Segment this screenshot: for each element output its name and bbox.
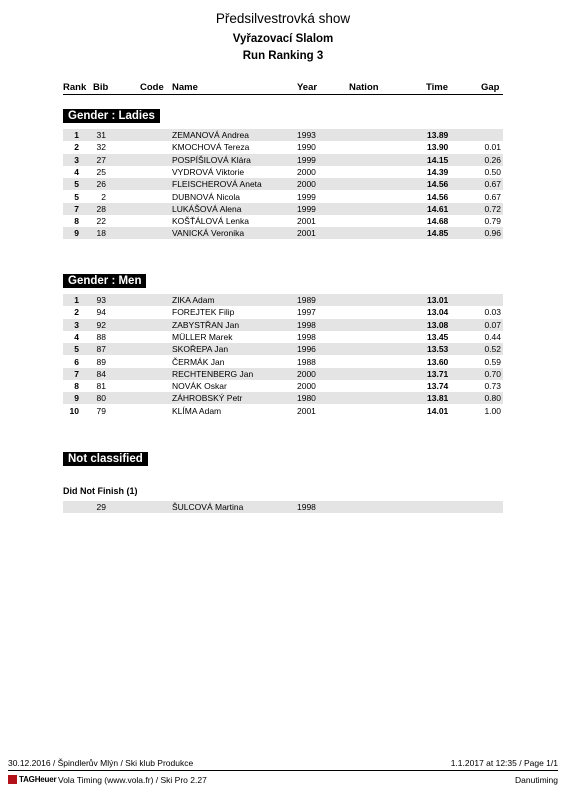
- footer-software: Vola Timing (www.vola.fr) / Ski Pro 2.27: [58, 775, 207, 785]
- name-cell: ZÁHROBSKÝ Petr: [172, 393, 243, 404]
- gap-cell: 0.72: [484, 203, 501, 214]
- rank-cell: 5: [74, 191, 79, 202]
- dnf-heading: Did Not Finish (1): [63, 486, 138, 496]
- bib-cell: 26: [96, 179, 106, 190]
- table-row: [63, 501, 503, 513]
- table-row: [63, 154, 503, 166]
- bib-cell: 92: [96, 319, 106, 330]
- rank-cell: 4: [74, 331, 79, 342]
- table-row: [63, 343, 503, 355]
- name-cell: DUBNOVÁ Nicola: [172, 191, 241, 202]
- time-cell: 13.53: [427, 344, 449, 355]
- gap-cell: 0.67: [484, 179, 501, 190]
- rank-cell: 2: [74, 142, 79, 153]
- gap-cell: 0.03: [484, 307, 501, 318]
- rank-cell: 9: [74, 228, 79, 239]
- year-cell: 1980: [297, 393, 316, 404]
- name-cell: ZEMANOVÁ Andrea: [172, 130, 250, 140]
- name-cell: ZIKA Adam: [172, 295, 215, 305]
- time-cell: 14.61: [427, 203, 449, 214]
- gap-cell: 0.67: [484, 191, 501, 202]
- event-title: Předsilvestrovká show: [215, 11, 351, 26]
- rank-cell: 10: [69, 405, 79, 416]
- table-row: [63, 166, 503, 178]
- table-row: [63, 405, 503, 417]
- gap-cell: 0.07: [484, 319, 501, 330]
- rank-cell: 9: [74, 393, 79, 404]
- gap-cell: 0.26: [484, 154, 501, 165]
- rank-cell: 2: [74, 307, 79, 318]
- section-not-classified-title: Not classified: [63, 452, 148, 466]
- time-cell: 14.56: [427, 179, 449, 190]
- gap-cell: 0.50: [484, 166, 501, 177]
- year-cell: 1999: [297, 154, 316, 165]
- name-cell: ČERMÁK Jan: [172, 356, 225, 367]
- gap-cell: 0.52: [484, 344, 501, 355]
- table-row: [63, 227, 503, 239]
- year-cell: 2000: [297, 166, 316, 177]
- col-nation: Nation: [349, 82, 379, 93]
- time-cell: 13.74: [427, 381, 449, 392]
- bib-cell: 25: [96, 166, 106, 177]
- gap-cell: 0.80: [484, 393, 501, 404]
- rank-cell: 3: [74, 319, 79, 330]
- time-cell: 13.71: [427, 368, 449, 379]
- name-cell: POSPÍŠILOVÁ Klára: [172, 154, 251, 165]
- year-cell: 2001: [297, 405, 316, 416]
- tagheuer-logo-icon: [8, 775, 17, 784]
- header-divider: [63, 94, 503, 95]
- col-time: Time: [426, 82, 449, 93]
- time-cell: 13.08: [427, 319, 449, 330]
- table-row: [63, 203, 503, 215]
- rank-cell: 4: [74, 166, 79, 177]
- year-cell: 2001: [297, 228, 316, 239]
- year-cell: 1990: [297, 142, 316, 153]
- col-bib: Bib: [93, 82, 109, 93]
- name-cell: LUKÁŠOVÁ Alena: [172, 203, 242, 214]
- bib-cell: 22: [96, 216, 106, 227]
- time-cell: 14.01: [427, 405, 449, 416]
- bib-cell: 84: [96, 368, 106, 379]
- name-cell: KLÍMA Adam: [172, 405, 222, 416]
- name-cell: ŠULCOVÁ Martina: [172, 502, 244, 512]
- rank-cell: 8: [74, 381, 79, 392]
- race-title: Vyřazovací Slalom: [232, 33, 334, 45]
- bib-cell: 32: [96, 142, 106, 153]
- gap-cell: 0.70: [484, 368, 501, 379]
- table-row: [63, 306, 503, 318]
- section-men-title: Gender : Men: [63, 274, 146, 288]
- year-cell: 1998: [297, 502, 316, 512]
- gap-cell: 1.00: [484, 405, 501, 416]
- table-row: [63, 178, 503, 190]
- bib-cell: 93: [96, 295, 106, 305]
- bib-cell: 89: [96, 356, 106, 367]
- gap-cell: 0.44: [484, 331, 501, 342]
- rank-cell: 6: [74, 356, 79, 367]
- col-code: Code: [140, 82, 164, 93]
- table-row: [63, 380, 503, 392]
- rank-cell: 8: [74, 216, 79, 227]
- time-cell: 13.45: [427, 331, 449, 342]
- bib-cell: 81: [96, 381, 106, 392]
- tagheuer-logo-text: TAGHeuer: [19, 775, 57, 784]
- name-cell: VANICKÁ Veronika: [172, 228, 245, 239]
- rank-cell: 1: [74, 295, 79, 305]
- name-cell: SKOŘEPA Jan: [172, 344, 229, 355]
- col-year: Year: [297, 82, 318, 93]
- rank-cell: 7: [74, 368, 79, 379]
- name-cell: VYDROVÁ Viktorie: [172, 166, 245, 177]
- table-row: [63, 356, 503, 368]
- year-cell: 1998: [297, 319, 316, 330]
- bib-cell: 31: [96, 130, 106, 140]
- table-row: [63, 141, 503, 153]
- time-cell: 13.81: [427, 393, 449, 404]
- table-row: [63, 191, 503, 203]
- name-cell: NOVÁK Oskar: [172, 381, 227, 392]
- year-cell: 2001: [297, 216, 316, 227]
- bib-cell: 79: [96, 405, 106, 416]
- bib-cell: 27: [96, 154, 106, 165]
- footer-divider: [8, 770, 558, 771]
- rank-cell: 5: [74, 344, 79, 355]
- table-row: [63, 294, 503, 306]
- col-name: Name: [172, 82, 198, 93]
- time-cell: 13.04: [427, 307, 449, 318]
- tagheuer-logo: [8, 774, 56, 785]
- section-ladies-title: Gender : Ladies: [63, 109, 160, 123]
- year-cell: 1989: [297, 295, 316, 305]
- name-cell: KOŠŤÁLOVÁ Lenka: [172, 216, 250, 227]
- year-cell: 1993: [297, 130, 316, 140]
- table-row: [63, 392, 503, 404]
- rank-cell: 7: [74, 203, 79, 214]
- time-cell: 14.15: [427, 154, 449, 165]
- time-cell: 13.01: [427, 295, 449, 305]
- gap-cell: 0.59: [484, 356, 501, 367]
- year-cell: 1988: [297, 356, 316, 367]
- bib-cell: 18: [96, 228, 106, 239]
- col-gap: Gap: [481, 82, 500, 93]
- col-rank: Rank: [63, 82, 87, 93]
- bib-cell: 28: [96, 203, 106, 214]
- footer-operator: Danutiming: [515, 775, 558, 785]
- table-row: [63, 129, 503, 141]
- footer-print-info: 1.1.2017 at 12:35 / Page 1/1: [450, 758, 558, 768]
- year-cell: 2000: [297, 381, 316, 392]
- time-cell: 13.60: [427, 356, 449, 367]
- bib-cell: 88: [96, 331, 106, 342]
- bib-cell: 87: [96, 344, 106, 355]
- time-cell: 13.90: [427, 142, 449, 153]
- gap-cell: 0.01: [484, 142, 501, 153]
- time-cell: 13.89: [427, 130, 449, 140]
- rank-cell: 3: [74, 154, 79, 165]
- year-cell: 1998: [297, 331, 316, 342]
- table-row: [63, 215, 503, 227]
- year-cell: 1999: [297, 203, 316, 214]
- time-cell: 14.68: [427, 216, 449, 227]
- bib-cell: 94: [96, 307, 106, 318]
- name-cell: ZABYSTŘAN Jan: [172, 319, 240, 330]
- name-cell: FLEISCHEROVÁ Aneta: [172, 179, 262, 190]
- table-row: [63, 331, 503, 343]
- gap-cell: 0.79: [484, 216, 501, 227]
- rank-cell: 5: [74, 179, 79, 190]
- gap-cell: 0.96: [484, 228, 501, 239]
- name-cell: KMOCHOVÁ Tereza: [172, 142, 250, 153]
- bib-cell: 2: [101, 191, 106, 202]
- gap-cell: 0.73: [484, 381, 501, 392]
- bib-cell: 80: [96, 393, 106, 404]
- name-cell: MÜLLER Marek: [172, 331, 233, 342]
- year-cell: 2000: [297, 368, 316, 379]
- year-cell: 1997: [297, 307, 316, 318]
- table-row: [63, 319, 503, 331]
- footer-event-info: 30.12.2016 / Špindlerův Mlýn / Ski klub Produkce: [8, 758, 194, 768]
- year-cell: 2000: [297, 179, 316, 190]
- ranking-title: Run Ranking 3: [242, 50, 324, 62]
- rank-cell: 1: [74, 130, 79, 140]
- name-cell: RECHTENBERG Jan: [172, 368, 254, 379]
- bib-cell: 29: [96, 502, 106, 512]
- year-cell: 1999: [297, 191, 316, 202]
- time-cell: 14.85: [427, 228, 449, 239]
- time-cell: 14.56: [427, 191, 449, 202]
- name-cell: FOREJTEK Filip: [172, 307, 235, 318]
- time-cell: 14.39: [427, 166, 449, 177]
- table-row: [63, 368, 503, 380]
- year-cell: 1996: [297, 344, 316, 355]
